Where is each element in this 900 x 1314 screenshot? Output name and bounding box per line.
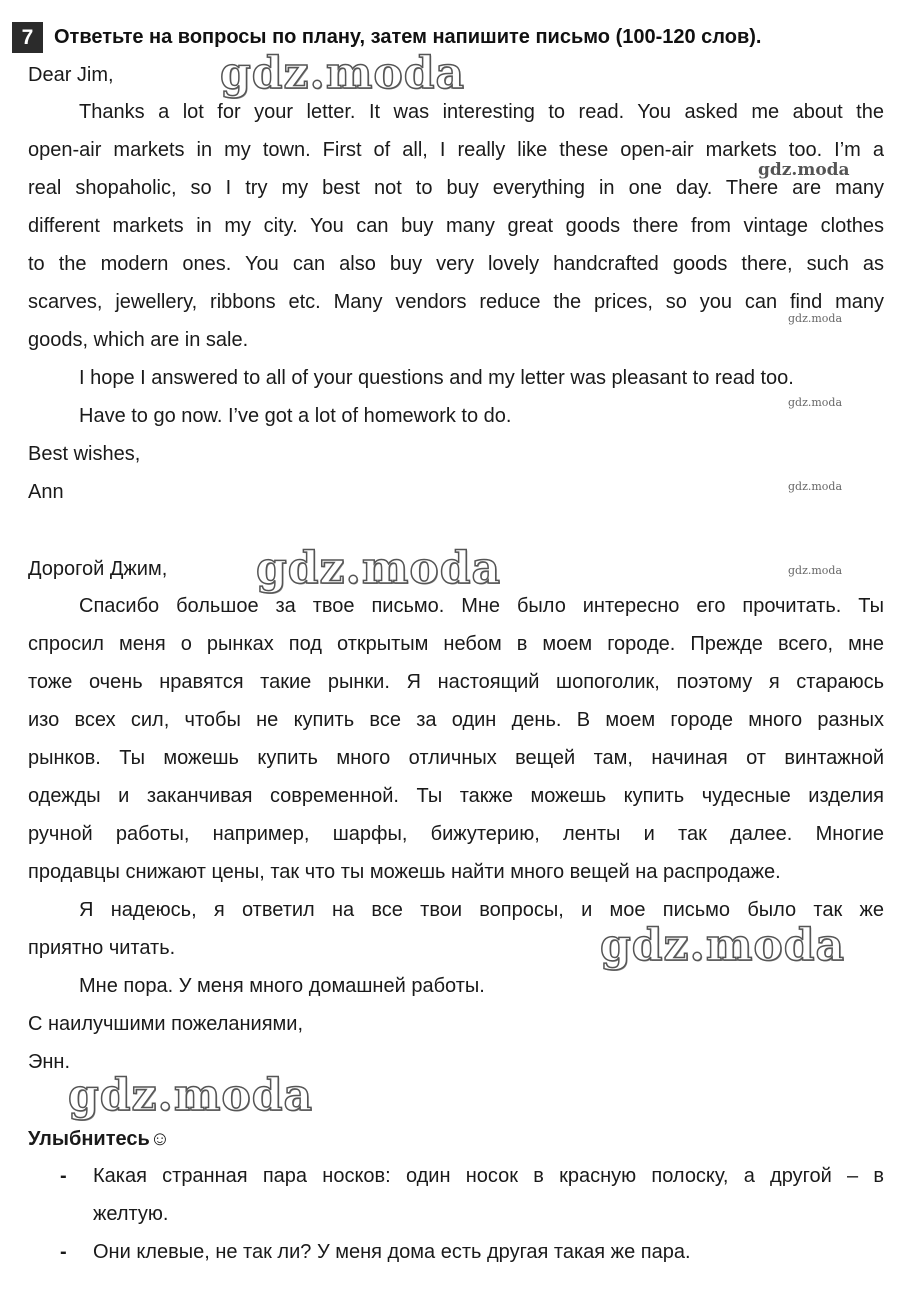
russian-p1-line: Спасибо большое за твое письмо. Мне было интересно его прочитать. Ты [79, 595, 884, 617]
watermark-medium: gdz.moda [758, 160, 850, 180]
russian-p1-line: изо всех сил, чтобы не купить все за один день. В моем городе много разных [28, 709, 884, 731]
watermark-large: gdz.moda [220, 48, 466, 99]
russian-p1-line: тоже очень нравятся такие рынки. Я настоящий шопоголик, поэтому я стараюсь [28, 671, 884, 693]
joke-line: Они клевые, не так ли? У меня дома есть другая такая же пара. [93, 1241, 691, 1263]
watermark-small: gdz.moda [788, 396, 843, 409]
english-closing: Best wishes, [28, 443, 141, 465]
russian-p1-line: ручной работы, например, шарфы, бижутерию, ленты и так далее. Многие [28, 823, 884, 845]
english-p1-line: real shopaholic, so I try my best not to buy everything in one day. There are many [28, 177, 884, 199]
task-number-badge: 7 [12, 22, 43, 53]
russian-p1-line: спросил меня о рынках под открытым небом в моем городе. Прежде всего, мне [28, 633, 884, 655]
english-p3: Have to go now. I’ve got a lot of homework to do. [79, 405, 512, 427]
dialogue-dash: - [60, 1165, 67, 1187]
russian-p3: Мне пора. У меня много домашней работы. [79, 975, 485, 997]
russian-p1-line: одежды и заканчивая современной. Ты также можешь купить чудесные изделия [28, 785, 884, 807]
watermark-large: gdz.moda [600, 920, 846, 971]
watermark-small: gdz.moda [788, 564, 843, 577]
joke-line: желтую. [93, 1203, 169, 1225]
english-p1-line: open-air markets in my town. First of all, I really like these open-air markets too. I’m a [28, 139, 884, 161]
watermark-small: gdz.moda [788, 480, 843, 493]
watermark-small: gdz.moda [788, 312, 843, 325]
english-p1-line: scarves, jewellery, ribbons etc. Many vendors reduce the prices, so you can find many [28, 291, 884, 313]
russian-p2-line: Я надеюсь, я ответил на все твои вопросы, и мое письмо было так же [79, 899, 884, 921]
english-p1-line: goods, which are in sale. [28, 329, 249, 351]
english-greeting: Dear Jim, [28, 64, 114, 86]
english-p2: I hope I answered to all of your questions and my letter was pleasant to read too. [79, 367, 794, 389]
joke-heading: Улыбнитесь☺ [28, 1128, 171, 1150]
watermark-large: gdz.moda [256, 543, 502, 594]
russian-p1-line: продавцы снижают цены, так что ты можешь найти много вещей на распродаже. [28, 861, 781, 883]
dialogue-dash: - [60, 1241, 67, 1263]
russian-closing: С наилучшими пожеланиями, [28, 1013, 304, 1035]
task-title: Ответьте на вопросы по плану, затем напишите письмо (100-120 слов). [54, 26, 762, 48]
russian-greeting: Дорогой Джим, [28, 558, 168, 580]
russian-p1-line: рынков. Ты можешь купить много отличных вещей там, начиная от винтажной [28, 747, 884, 769]
english-p1-line: different markets in my city. You can buy many great goods there from vintage clothes [28, 215, 884, 237]
english-p1-line: Thanks a lot for your letter. It was interesting to read. You asked me about the [79, 101, 884, 123]
russian-p2-line: приятно читать. [28, 937, 176, 959]
russian-signature: Энн. [28, 1051, 71, 1073]
english-p1-line: to the modern ones. You can also buy very lovely handcrafted goods there, such as [28, 253, 884, 275]
english-signature: Ann [28, 481, 64, 503]
watermark-large: gdz.moda [68, 1070, 314, 1121]
joke-line: Какая странная пара носков: один носок в красную полоску, а другой – в [93, 1165, 884, 1187]
